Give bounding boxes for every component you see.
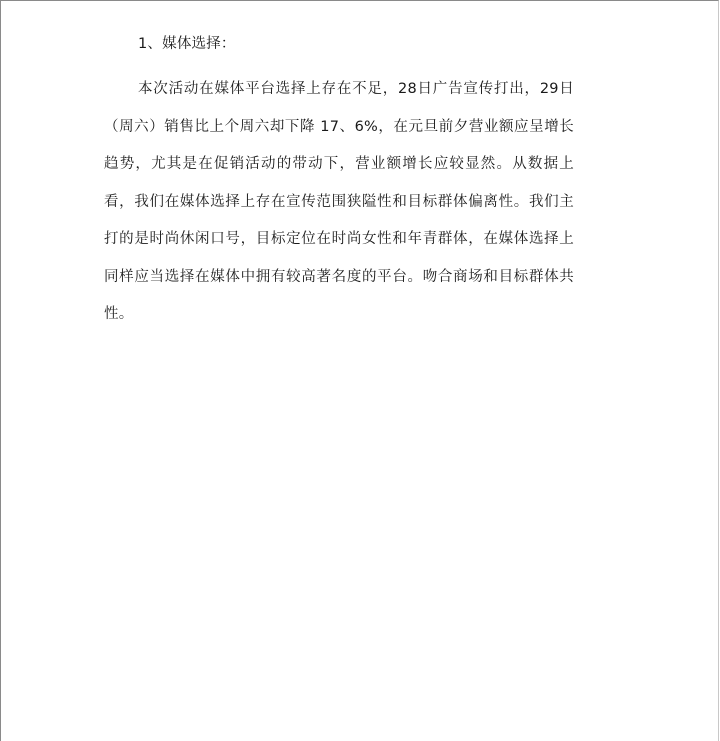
section-heading: 1、媒体选择： [138, 36, 236, 52]
body-paragraph: 本次活动在媒体平台选择上存在不足，28日广告宣传打出，29日（周六）销售比上个周六却下降 17、6%，在元旦前夕营业额应呈增长趋势，尤其是在促销活动的带动下，营业额增长应较显然。从数据上看，我们在媒体选择上存在宣传范围狭隘性和目标群体偏离性。我们主打的是时尚休闲口号，目标定位在时尚女性和年青群体，在媒体选择上同样应当选择在媒体中拥有较高著名度的平台。吻合商场和目标群体共性。 [104, 81, 574, 322]
